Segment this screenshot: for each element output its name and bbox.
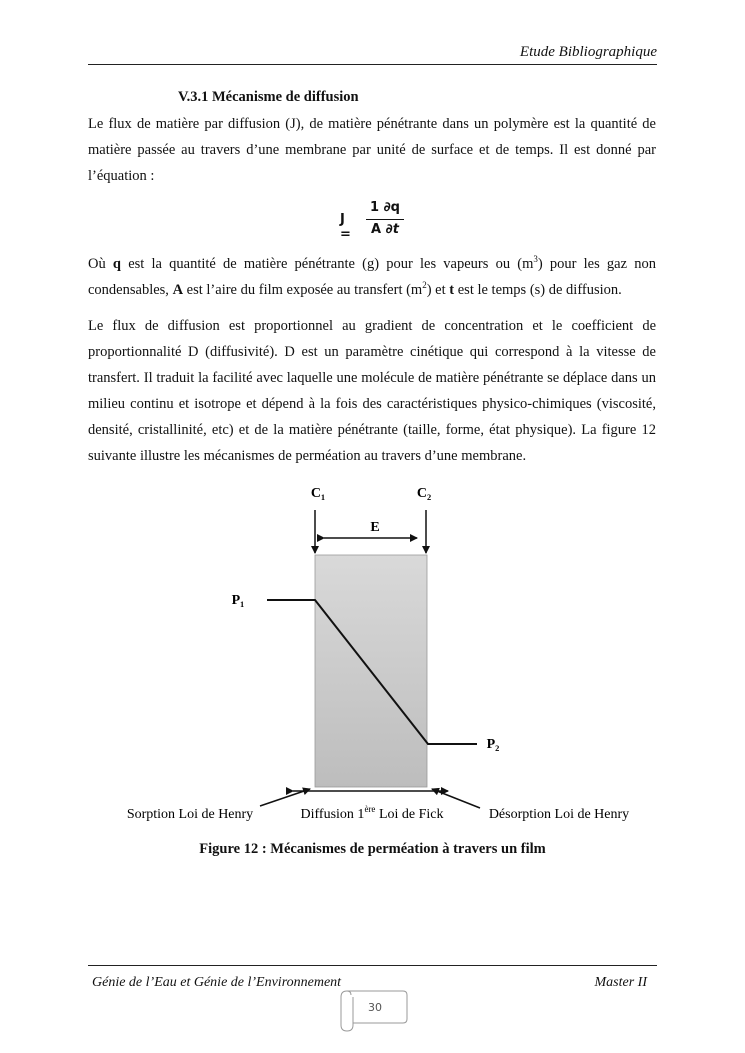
- p2-A: A: [172, 282, 184, 298]
- paragraph-3: [88, 313, 656, 469]
- p1-label: P₁: [231, 593, 245, 608]
- c1-label: C₁: [310, 486, 326, 501]
- desorption-arrow: [432, 789, 480, 808]
- p2-sup1: 3: [533, 254, 538, 265]
- footer-right: Master II: [594, 975, 647, 990]
- p2-label: P₂: [486, 737, 500, 752]
- paragraph-3-text: Le flux de diffusion est proportionnel au gradient de concentration et le coefficient de proportionnalité D (diffusivité). D est un paramètre cinétique qui correspond à la vitesse de transfert. Il traduit la facilité avec laquelle une molécule de matière pénétrante se déplace dans un milieu continu et isotrope et dépend à la fois des caractéristiques physico-chimiques (viscosité, densité, cristallinité, etc) et de la matière pénétrante (taille, forme, état physique). La figure 12 suivante illustre les mécanismes de perméation au travers d’une membrane.: [88, 318, 656, 464]
- equation-den-b: ∂t: [385, 222, 399, 237]
- sorption-label: Sorption Loi de Henry: [126, 807, 254, 822]
- paragraph-2-text: [88, 251, 656, 303]
- desorption-label: Désorption Loi de Henry: [488, 807, 630, 822]
- figure-caption: Figure 12 : Mécanismes de perméation à travers un film: [199, 841, 546, 857]
- footer-rule: [88, 965, 657, 966]
- equation-lhs: J =: [340, 212, 351, 242]
- diffusion-label: [301, 804, 444, 822]
- p2-b: est la quantité de matière pénétrante (g) pour les vapeurs ou (m: [121, 256, 534, 272]
- p2-a: Où: [88, 256, 113, 272]
- paragraph-1-text: Le flux de matière par diffusion (J), de matière pénétrante dans un polymère est la quantité de matière passée au travers d’une membrane par unité de surface et de temps. Il est donné par l’équation :: [88, 116, 656, 184]
- p2-q: q: [112, 256, 121, 272]
- header-title: Etude Bibliographique: [519, 44, 657, 60]
- p2-sup2: 2: [422, 280, 427, 291]
- thickness-label: E: [370, 520, 380, 535]
- equation-numerator: 1 ∂q: [370, 200, 400, 215]
- p2-e: ) et: [426, 282, 450, 298]
- diffusion-label-b: Loi de Fick: [375, 807, 444, 822]
- paragraph-1: [88, 111, 656, 189]
- section-heading: V.3.1 Mécanisme de diffusion: [178, 89, 359, 105]
- paragraph-2: [88, 251, 656, 303]
- p2-d: est l’aire du film exposée au transfert (m: [183, 282, 423, 298]
- header-rule: [88, 64, 657, 65]
- equation-den-a: A: [371, 222, 386, 237]
- p2-c: ) pour les gaz non condensables,: [88, 256, 656, 298]
- equation-denominator: [366, 222, 404, 237]
- permeation-figure: [0, 470, 745, 830]
- diffusion-label-sup: ère: [364, 804, 376, 814]
- c2-label: C₂: [416, 486, 432, 501]
- footer-left: Génie de l’Eau et Génie de l’Environnement: [92, 975, 342, 990]
- p2-t: t: [449, 282, 455, 298]
- diffusion-label-a: Diffusion 1: [300, 807, 365, 822]
- page-number: 30: [368, 1001, 382, 1014]
- p2-f: est le temps (s) de diffusion.: [454, 282, 622, 298]
- fraction-bar: [366, 219, 404, 220]
